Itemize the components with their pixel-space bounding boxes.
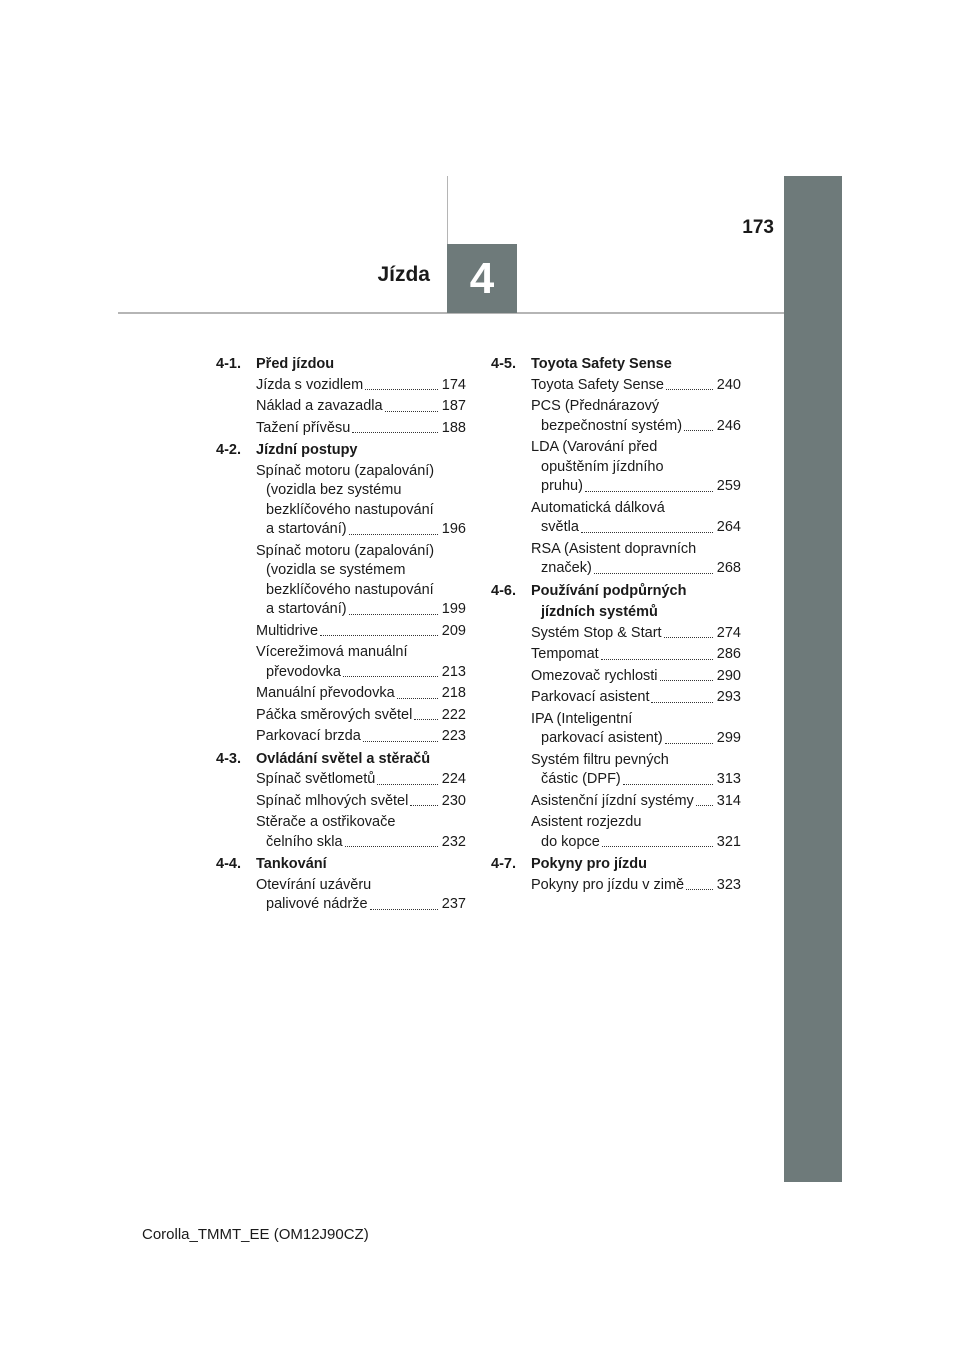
toc-entry[interactable] (256, 706, 466, 726)
toc-entry-line (256, 833, 466, 853)
dot-leader (601, 659, 713, 660)
toc-entry-text: RSA (Asistent dopravních (531, 540, 697, 557)
toc-page-number: 290 (716, 667, 741, 684)
toc-entry-text: Automatická dálková (531, 499, 665, 516)
section-number (491, 602, 531, 624)
dot-leader (349, 614, 438, 615)
toc-entry[interactable] (531, 876, 741, 896)
toc-entry-line (256, 684, 466, 704)
toc-entry-text: Asistenční jízdní systémy (531, 792, 694, 809)
dot-leader (320, 635, 438, 636)
section-heading (491, 581, 741, 603)
toc-entry-text: Systém filtru pevných (531, 751, 669, 768)
toc-entry-line (256, 622, 466, 642)
toc-column-left (216, 354, 466, 917)
toc-page-number: 264 (716, 519, 741, 536)
toc-page-number: 313 (716, 771, 741, 788)
section-items (256, 462, 466, 747)
section-items (256, 876, 466, 915)
section-title: Pokyny pro jízdu (531, 856, 648, 873)
toc-entry-line (531, 559, 741, 579)
toc-page-number: 246 (716, 417, 741, 434)
toc-entry-text: Otevírání uzávěru (256, 876, 372, 893)
page-number: 173 (742, 217, 774, 238)
dot-leader (666, 389, 713, 390)
toc-entry-line (256, 542, 466, 562)
toc-page-number: 299 (716, 730, 741, 747)
toc-entry-text: bezpečnostní systém) (541, 417, 683, 434)
toc-entry-line (256, 895, 466, 915)
toc-entry-text: Toyota Safety Sense (531, 376, 664, 393)
chapter-title: Jízda (377, 263, 430, 286)
toc-entry[interactable] (256, 813, 466, 852)
toc-entry-line (531, 518, 741, 538)
dot-leader (363, 741, 438, 742)
section-title: Tankování (256, 856, 327, 873)
toc-page-number: 224 (441, 771, 466, 788)
toc-entry-text: Asistent rozjezdu (531, 814, 642, 831)
dot-leader (410, 805, 438, 806)
dot-leader (696, 805, 713, 806)
toc-entry-line (256, 501, 466, 521)
section-heading (491, 602, 741, 624)
toc-page-number: 223 (441, 728, 466, 745)
toc-entry[interactable] (531, 645, 741, 665)
toc-entry-text: LDA (Varování před (531, 439, 658, 456)
toc-entry-text: PCS (Přednárazový (531, 398, 660, 415)
dot-leader (365, 389, 438, 390)
toc-section (491, 354, 741, 579)
toc-entry-text: palivové nádrže (266, 896, 368, 913)
toc-entry[interactable] (531, 397, 741, 436)
toc-entry-text: Multidrive (256, 622, 319, 639)
toc-entry-line (531, 833, 741, 853)
toc-entry-line (531, 751, 741, 771)
toc-entry-text: Pokyny pro jízdu v zimě (531, 876, 685, 893)
footer-document-id: Corolla_TMMT_EE (OM12J90CZ) (142, 1226, 369, 1243)
section-heading (491, 854, 741, 876)
toc-entry[interactable] (531, 624, 741, 644)
toc-entry-line (531, 729, 741, 749)
toc-entry-text: Tažení přívěsu (256, 419, 351, 436)
toc-entry[interactable] (256, 419, 466, 439)
section-title: Toyota Safety Sense (531, 356, 672, 372)
section-heading (216, 854, 466, 876)
dot-leader (377, 784, 438, 785)
toc-entry[interactable] (531, 376, 741, 396)
toc-entry-text: (vozidla se systémem (266, 562, 406, 579)
toc-entry-line (256, 600, 466, 620)
dot-leader (602, 846, 713, 847)
dot-leader (651, 702, 713, 703)
toc-entry-line (256, 663, 466, 683)
toc-entry-text: Omezovač rychlosti (531, 667, 658, 684)
toc-page-number: 218 (441, 685, 466, 702)
toc-entry[interactable] (256, 876, 466, 915)
section-title: Ovládání světel a stěračů (256, 750, 431, 767)
toc-column-right (491, 354, 741, 897)
dot-leader (349, 534, 438, 535)
toc-page-number: 213 (441, 663, 466, 680)
toc-entry-line (531, 688, 741, 708)
section-heading (491, 354, 741, 376)
toc-entry-line (256, 520, 466, 540)
section-number: 4-3. (216, 750, 241, 767)
toc-entry-text: Parkovací asistent (531, 689, 650, 706)
toc-page-number: 259 (716, 478, 741, 495)
chapter-side-tab (784, 176, 842, 1182)
toc-entry[interactable] (256, 727, 466, 747)
toc-entry[interactable] (256, 376, 466, 396)
toc-entry-line (256, 376, 466, 396)
section-title: Před jízdou (256, 356, 335, 372)
chapter-number-badge (447, 244, 517, 313)
toc-entry[interactable] (531, 710, 741, 749)
toc-entry[interactable] (531, 688, 741, 708)
toc-entry[interactable] (256, 684, 466, 704)
toc-entry-line (531, 458, 741, 478)
section-items (531, 624, 741, 853)
toc-entry-text: Systém Stop & Start (531, 624, 662, 641)
toc-page-number: 286 (716, 646, 741, 663)
toc-page-number: 187 (441, 398, 466, 415)
toc-entry-line (256, 770, 466, 790)
toc-page-number: 240 (716, 376, 741, 393)
toc-entry[interactable] (256, 792, 466, 812)
toc-entry-line (256, 727, 466, 747)
section-number: 4-5. (491, 356, 516, 372)
dot-leader (352, 432, 438, 433)
toc-entry-text: Spínač motoru (zapalování) (256, 542, 435, 559)
toc-entry-line (531, 645, 741, 665)
toc-entry-text: parkovací asistent) (541, 730, 663, 747)
section-heading (216, 354, 466, 376)
section-items (531, 876, 741, 896)
dot-leader (623, 784, 713, 785)
toc-entry[interactable] (531, 813, 741, 852)
dot-leader (686, 889, 713, 890)
toc-entry-text: Spínač mlhových světel (256, 792, 409, 809)
toc-section (216, 749, 466, 853)
toc-entry-text: Spínač motoru (zapalování) (256, 462, 435, 479)
toc-entry-line (256, 397, 466, 417)
toc-section (491, 581, 741, 853)
section-number: 4-1. (216, 356, 241, 372)
toc-entry-line (531, 540, 741, 560)
toc-entry-line (531, 376, 741, 396)
toc-entry-text: Páčka směrových světel (256, 706, 413, 723)
toc-section (216, 854, 466, 915)
toc-page-number: 323 (716, 876, 741, 893)
toc-page-number: 314 (716, 792, 741, 809)
toc-entry-line (531, 624, 741, 644)
toc-section (216, 354, 466, 438)
toc-entry-text: Stěrače a ostřikovače (256, 814, 396, 831)
toc-entry-line (256, 792, 466, 812)
toc-entry-text: Náklad a zavazadla (256, 398, 383, 415)
toc-entry[interactable] (256, 397, 466, 417)
dot-leader (385, 411, 438, 412)
toc-entry-line (256, 462, 466, 482)
section-title: Používání podpůrných (531, 582, 687, 599)
toc-entry-line (256, 813, 466, 833)
toc-entry-text: převodovka (266, 663, 341, 680)
toc-entry-text: světla (541, 519, 579, 536)
section-heading (216, 440, 466, 462)
dot-leader (343, 676, 438, 677)
dot-leader (345, 846, 438, 847)
dot-leader (581, 532, 713, 533)
toc-page-number: 293 (716, 689, 741, 706)
toc-page-number: 274 (716, 624, 741, 641)
section-number: 4-6. (491, 582, 516, 599)
toc-entry-text: IPA (Inteligentní (531, 710, 633, 727)
toc-entry-text: a startování) (266, 601, 347, 618)
toc-entry-line (256, 643, 466, 663)
chapter-number: 4 (469, 253, 495, 303)
section-number: 4-4. (216, 856, 241, 873)
toc-entry-text: a startování) (266, 521, 347, 538)
toc-entry[interactable] (531, 751, 741, 790)
dot-leader (665, 743, 713, 744)
dot-leader (397, 698, 438, 699)
toc-entry-text: značek) (541, 560, 592, 577)
toc-page-number: 232 (441, 833, 466, 850)
dot-leader (370, 909, 438, 910)
toc-entry-line (531, 813, 741, 833)
section-number: 4-2. (216, 442, 241, 459)
toc-page-number: 199 (441, 601, 466, 618)
toc-entry[interactable] (531, 540, 741, 579)
toc-entry-line (531, 770, 741, 790)
toc-entry-text: opuštěním jízdního (541, 458, 664, 475)
toc-page-number: 321 (716, 833, 741, 850)
toc-page-number: 209 (441, 622, 466, 639)
toc-entry-text: Vícerežimová manuální (256, 644, 408, 661)
dot-leader (660, 680, 713, 681)
toc-entry-line (256, 561, 466, 581)
toc-entry[interactable] (256, 542, 466, 620)
toc-entry-text: bezklíčového nastupování (266, 501, 434, 518)
toc-entry-text: částic (DPF) (541, 771, 621, 788)
toc-entry-line (531, 792, 741, 812)
toc-entry-text: čelního skla (266, 833, 343, 850)
toc-entry-line (256, 581, 466, 601)
toc-page-number: 174 (441, 376, 466, 393)
toc-section (491, 854, 741, 895)
toc-entry[interactable] (531, 438, 741, 497)
toc-entry-line (531, 667, 741, 687)
toc-entry-line (531, 710, 741, 730)
toc-entry-line (256, 876, 466, 896)
toc-entry-line (531, 438, 741, 458)
dot-leader (585, 491, 713, 492)
toc-entry-text: (vozidla bez systému (266, 482, 402, 499)
dot-leader (594, 573, 713, 574)
toc-entry[interactable] (256, 462, 466, 540)
toc-entry-text: Spínač světlometů (256, 771, 376, 788)
toc-entry-line (531, 417, 741, 437)
dot-leader (664, 637, 713, 638)
section-items (256, 770, 466, 852)
toc-entry-text: Parkovací brzda (256, 728, 361, 745)
section-items (256, 376, 466, 439)
section-title: jízdních systémů (541, 604, 658, 621)
header-vertical-rule (447, 176, 448, 244)
toc-entry[interactable] (256, 643, 466, 682)
toc-page-number: 188 (441, 419, 466, 436)
toc-page-number: 268 (716, 560, 741, 577)
toc-page-number: 196 (441, 521, 466, 538)
section-items (531, 376, 741, 579)
toc-entry-line (531, 876, 741, 896)
toc-entry[interactable] (531, 792, 741, 812)
toc-entry-line (531, 477, 741, 497)
toc-entry-text: pruhu) (541, 478, 583, 495)
toc-entry-line (256, 481, 466, 501)
dot-leader (414, 719, 438, 720)
toc-entry-text: do kopce (541, 833, 600, 850)
toc-entry-text: bezklíčového nastupování (266, 581, 434, 598)
section-title: Jízdní postupy (256, 442, 358, 459)
toc-page-number: 230 (441, 792, 466, 809)
toc-entry-text: Jízda s vozidlem (256, 376, 364, 393)
toc-entry[interactable] (256, 622, 466, 642)
toc-entry-text: Tempomat (531, 646, 599, 663)
toc-entry-line (531, 397, 741, 417)
toc-entry-line (256, 706, 466, 726)
toc-page-number: 237 (441, 896, 466, 913)
toc-entry[interactable] (531, 667, 741, 687)
toc-entry[interactable] (256, 770, 466, 790)
dot-leader (684, 430, 713, 431)
toc-entry-line (256, 419, 466, 439)
toc-page-number: 222 (441, 706, 466, 723)
section-number: 4-7. (491, 856, 516, 873)
toc-section (216, 440, 466, 747)
toc-entry-line (531, 499, 741, 519)
section-heading (216, 749, 466, 771)
toc-entry-text: Manuální převodovka (256, 685, 395, 702)
toc-entry[interactable] (531, 499, 741, 538)
